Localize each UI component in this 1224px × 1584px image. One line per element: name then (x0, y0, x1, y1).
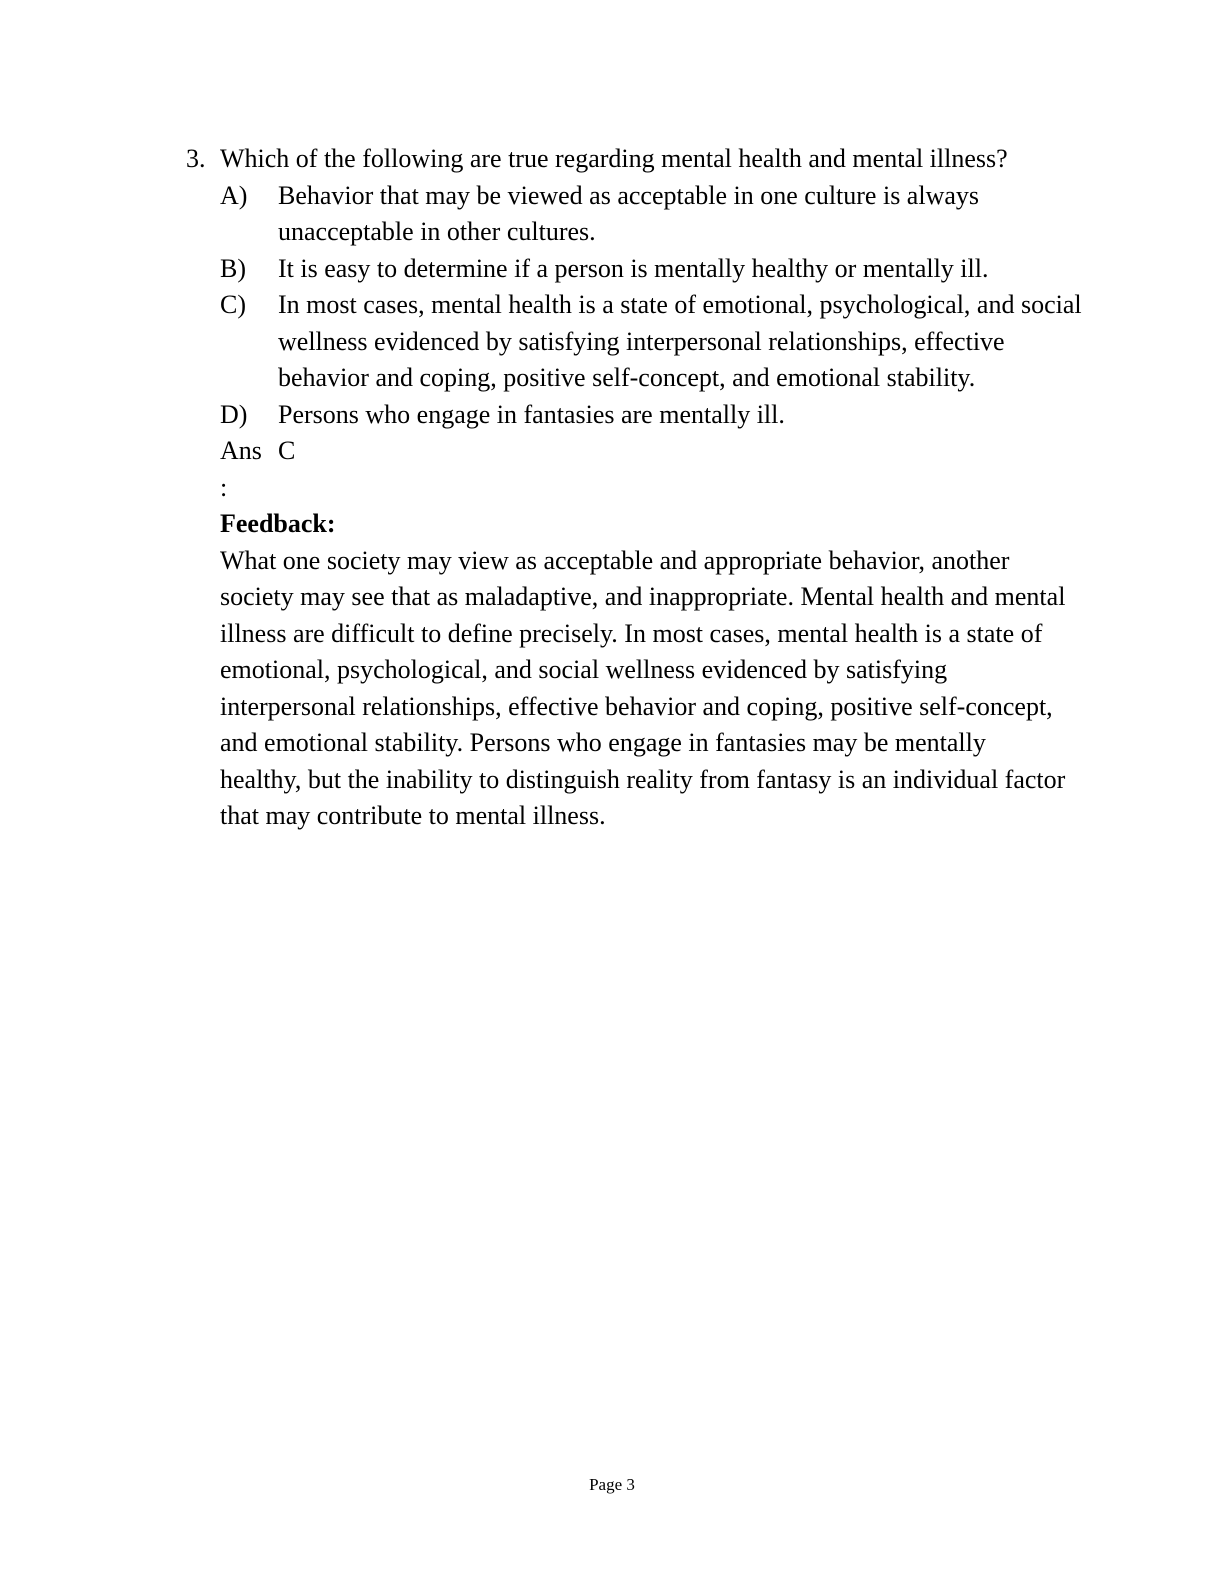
feedback-text: What one society may view as acceptable and appropriate behavior, another society may see that as maladaptive, and inappropriate. Mental health and mental illness are difficult to define precisely. In most cases, mental health is a state of emotional, psychological, and social wellness evidenced by satisfying interpersonal relationships, effective behavior and coping, positive self-concept, and emotional stability. Persons who engage in fantasies may be mentally healthy, but the inability to distinguish reality from fantasy is an individual factor that may contribute to mental illness. (220, 545, 1066, 830)
option-letter: B) (220, 253, 246, 283)
question-number: 3. (186, 144, 206, 173)
option-letter: D) (220, 399, 248, 429)
option-b (220, 251, 1086, 288)
page-footer (0, 1474, 1224, 1496)
options-list (220, 178, 1086, 434)
answer-colon: : (220, 472, 228, 502)
option-c (220, 287, 1086, 397)
feedback-section (220, 506, 1070, 835)
feedback-heading: Feedback: (220, 509, 336, 538)
question-block (186, 141, 1086, 835)
question-stem (186, 141, 1086, 178)
option-text: It is easy to determine if a person is mentally healthy or mentally ill. (278, 253, 989, 283)
option-letter: C) (220, 290, 246, 319)
question-text: Which of the following are true regarding mental health and mental illness? (220, 144, 1008, 173)
option-text: Behavior that may be viewed as acceptable in one culture is always unacceptable in other cultures. (278, 180, 980, 246)
option-text: In most cases, mental health is a state of emotional, psychological, and social wellness evidenced by satisfying interpersonal relationships, effective behavior and coping, positive self-concept, and emotional stability. (278, 290, 1082, 392)
option-a (220, 178, 1086, 251)
answer-label (220, 433, 278, 506)
option-letter: A) (220, 180, 248, 210)
page-number: Page 3 (589, 1475, 635, 1494)
answer-value: C (278, 436, 296, 465)
answer-row (220, 433, 1086, 506)
option-d (220, 397, 1086, 434)
answer-label-text: Ans (220, 436, 262, 465)
option-text: Persons who engage in fantasies are mentally ill. (278, 399, 785, 429)
